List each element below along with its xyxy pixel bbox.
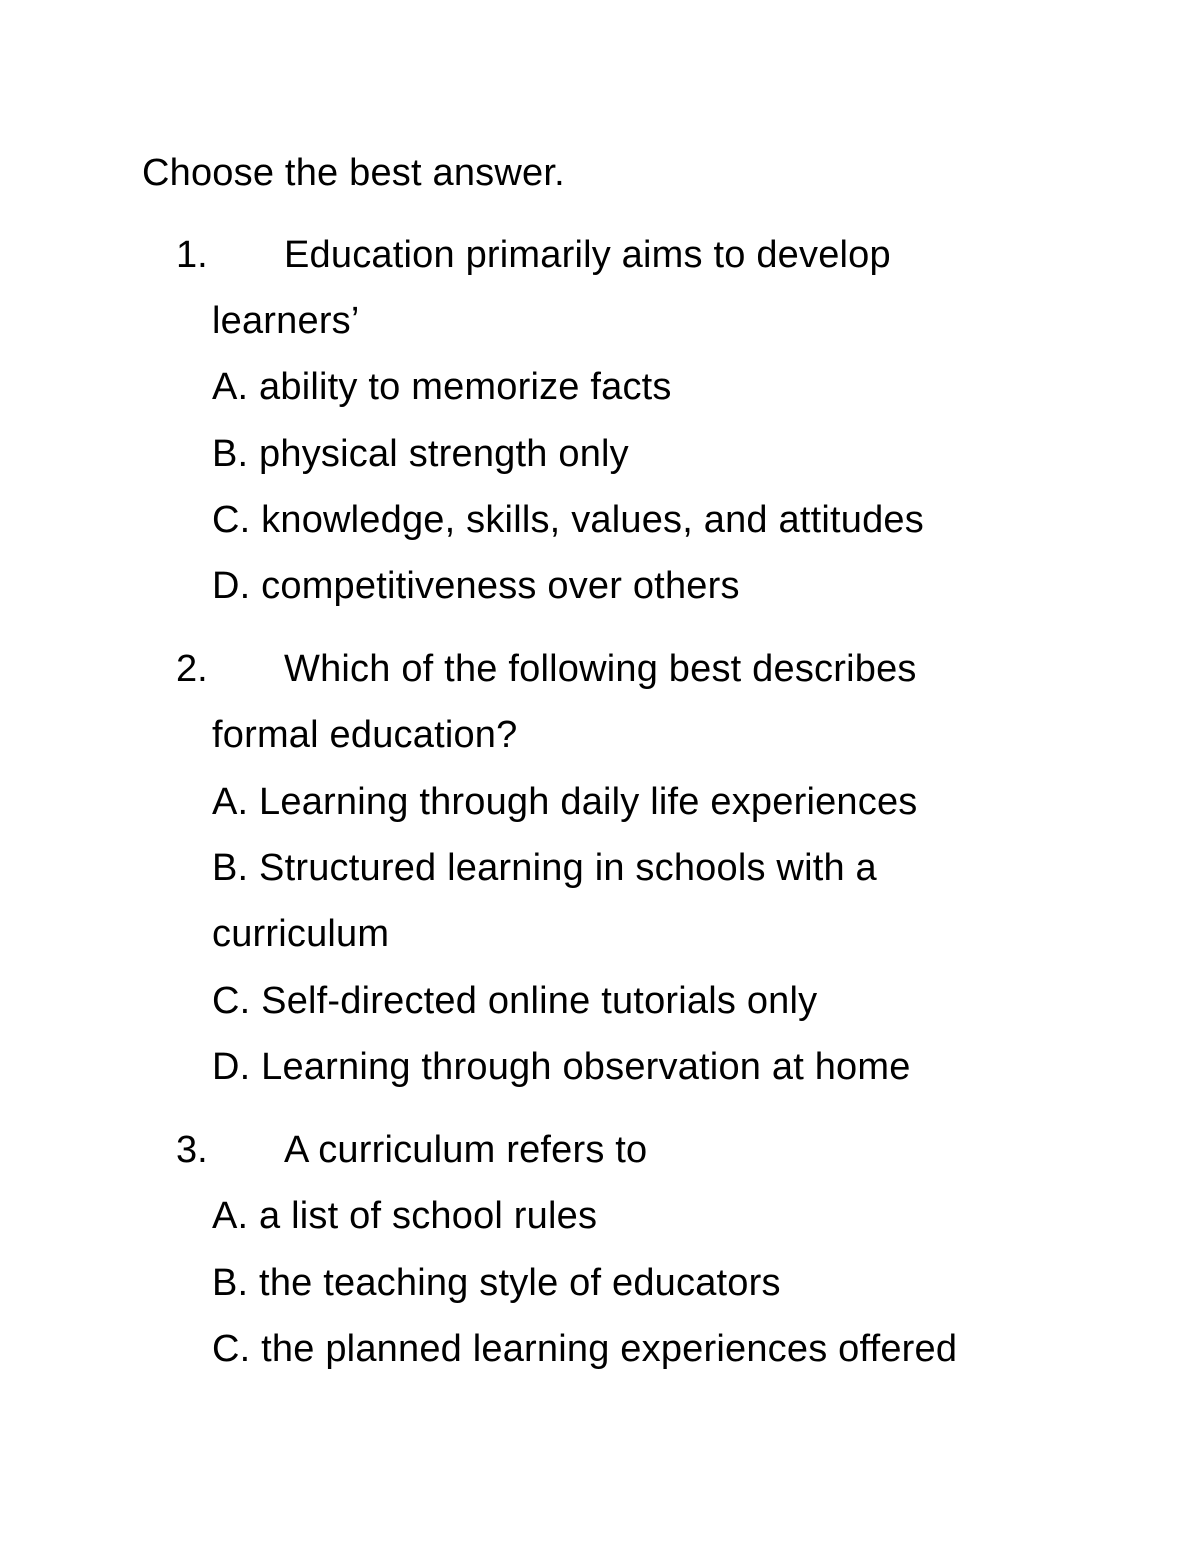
instruction-text: Choose the best answer. — [142, 152, 565, 194]
answer-option: D. Learning through observation at home — [212, 1046, 911, 1088]
answer-option: D. competitiveness over others — [212, 565, 740, 607]
question-stem: Education primarily aims to develop — [284, 234, 891, 276]
answer-option: A. Learning through daily life experiences — [212, 781, 918, 823]
answer-option: B. Structured learning in schools with a — [212, 847, 877, 889]
question-number: 2. — [176, 648, 208, 690]
answer-option: C. the planned learning experiences offered — [212, 1328, 958, 1370]
answer-option: curriculum — [212, 913, 390, 955]
question-stem: learners’ — [212, 300, 360, 342]
question-stem: formal education? — [212, 714, 518, 756]
answer-option: C. knowledge, skills, values, and attitudes — [212, 499, 924, 541]
question-number: 3. — [176, 1129, 208, 1171]
question-stem: A curriculum refers to — [284, 1129, 648, 1171]
question-stem: Which of the following best describes — [284, 648, 917, 690]
answer-option: B. the teaching style of educators — [212, 1262, 781, 1304]
answer-option: A. a list of school rules — [212, 1195, 598, 1237]
question-number: 1. — [176, 234, 208, 276]
answer-option: A. ability to memorize facts — [212, 366, 672, 408]
answer-option: B. physical strength only — [212, 433, 629, 475]
answer-option: C. Self-directed online tutorials only — [212, 980, 818, 1022]
